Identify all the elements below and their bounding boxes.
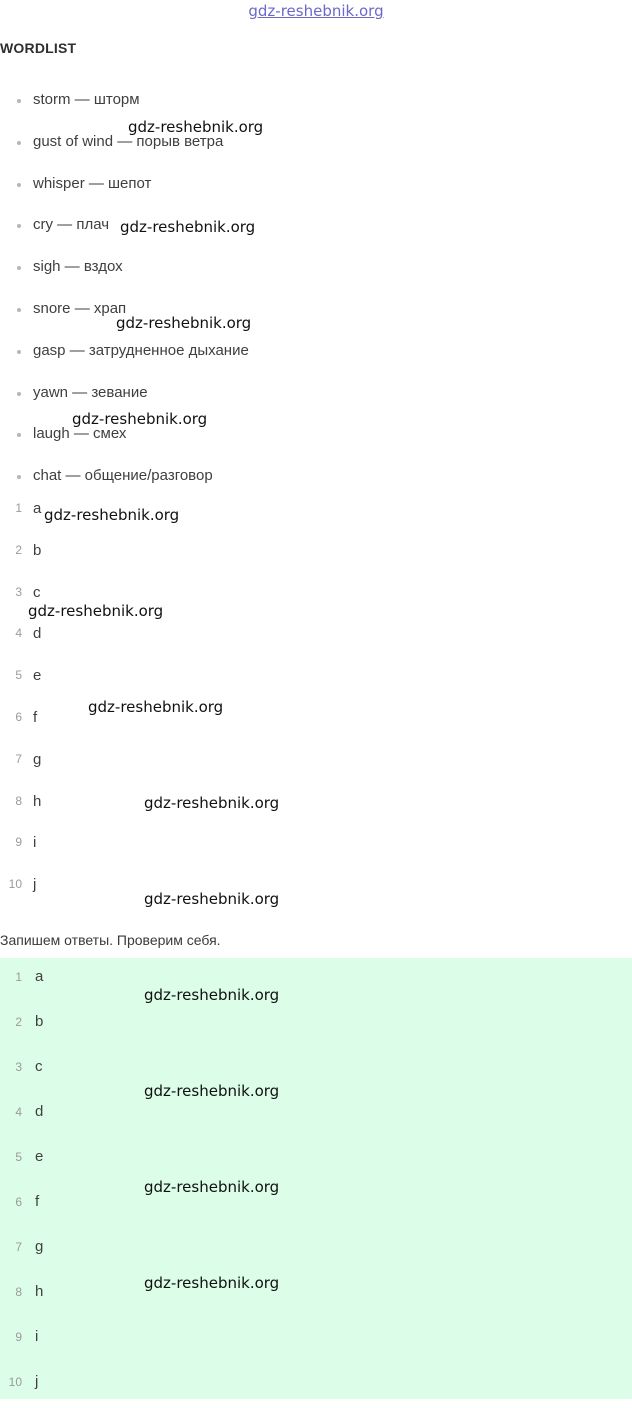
wordlist-item: gasp — затрудненное дыхание	[0, 330, 249, 372]
item-number: 7	[15, 1240, 22, 1254]
item-answer: i	[35, 1328, 39, 1345]
watermark: gdz-reshebnik.org	[144, 986, 280, 1004]
wordlist-item: whisper — шепот	[0, 163, 249, 205]
watermark: gdz-reshebnik.org	[144, 890, 280, 908]
item-number: 8	[15, 793, 22, 808]
item-number: 10	[8, 1375, 22, 1389]
item-number: 7	[15, 751, 22, 766]
item-answer: d	[33, 625, 42, 643]
item-answer: a	[33, 500, 42, 517]
item-answer: g	[35, 1238, 44, 1255]
answers-note: Запишем ответы. Проверим себя.	[0, 932, 221, 948]
item-answer: j	[33, 876, 37, 894]
wordlist-heading: WORDLIST	[0, 40, 77, 56]
watermark: gdz-reshebnik.org	[144, 1082, 280, 1100]
item-number: 6	[15, 1195, 22, 1209]
item-number: 5	[15, 1150, 22, 1164]
watermark: gdz-reshebnik.org	[144, 1274, 280, 1292]
watermark: gdz-reshebnik.org	[128, 118, 264, 136]
item-number: 3	[15, 584, 22, 599]
wordlist-item: storm — шторм	[0, 79, 249, 121]
watermark: gdz-reshebnik.org	[88, 698, 224, 716]
site-link[interactable]: gdz-reshebnik.org	[248, 2, 384, 20]
item-answer: b	[35, 1013, 44, 1030]
wordlist-item: cry — плач	[0, 204, 249, 246]
item-number: 1	[15, 501, 22, 515]
item-number: 10	[8, 877, 22, 892]
wordlist-item: snore — храп	[0, 288, 249, 330]
item-number: 9	[15, 1330, 22, 1344]
wordlist-item: sigh — вздох	[0, 246, 249, 288]
item-answer: c	[35, 1058, 43, 1075]
watermark: gdz-reshebnik.org	[28, 602, 164, 620]
item-answer: f	[33, 708, 38, 726]
item-answer: c	[33, 583, 41, 601]
item-answer: h	[33, 792, 42, 810]
wordlist-item: chat — общение/разговор	[0, 455, 249, 497]
item-answer: f	[35, 1193, 40, 1210]
item-answer: d	[35, 1103, 44, 1120]
watermark: gdz-reshebnik.org	[144, 794, 280, 812]
item-number: 6	[15, 709, 22, 724]
item-answer: g	[33, 750, 42, 768]
item-number: 4	[15, 626, 22, 641]
item-answer: b	[33, 541, 42, 559]
item-answer: j	[35, 1373, 39, 1390]
watermark: gdz-reshebnik.org	[144, 1178, 280, 1196]
wordlist-item: yawn — зевание	[0, 372, 249, 414]
wordlist-item: laugh — смех	[0, 413, 249, 455]
item-number: 3	[15, 1060, 22, 1074]
item-number: 2	[15, 1015, 22, 1029]
item-answer: i	[33, 834, 37, 852]
item-number: 8	[15, 1285, 22, 1299]
wordlist-item: gust of wind — порыв ветра	[0, 121, 249, 163]
wordlist	[0, 79, 252, 497]
watermark: gdz-reshebnik.org	[120, 218, 256, 236]
watermark: gdz-reshebnik.org	[44, 506, 180, 524]
item-answer: a	[35, 968, 44, 985]
watermark: gdz-reshebnik.org	[116, 314, 252, 332]
item-number: 5	[15, 668, 22, 683]
item-number: 2	[15, 542, 22, 557]
item-number: 1	[15, 970, 22, 984]
item-answer: h	[35, 1283, 44, 1300]
item-number: 9	[15, 835, 22, 850]
watermark: gdz-reshebnik.org	[72, 410, 208, 428]
item-answer: e	[35, 1148, 44, 1165]
answer-box	[0, 958, 632, 1399]
item-answer: e	[33, 667, 42, 685]
item-number: 4	[15, 1105, 22, 1119]
